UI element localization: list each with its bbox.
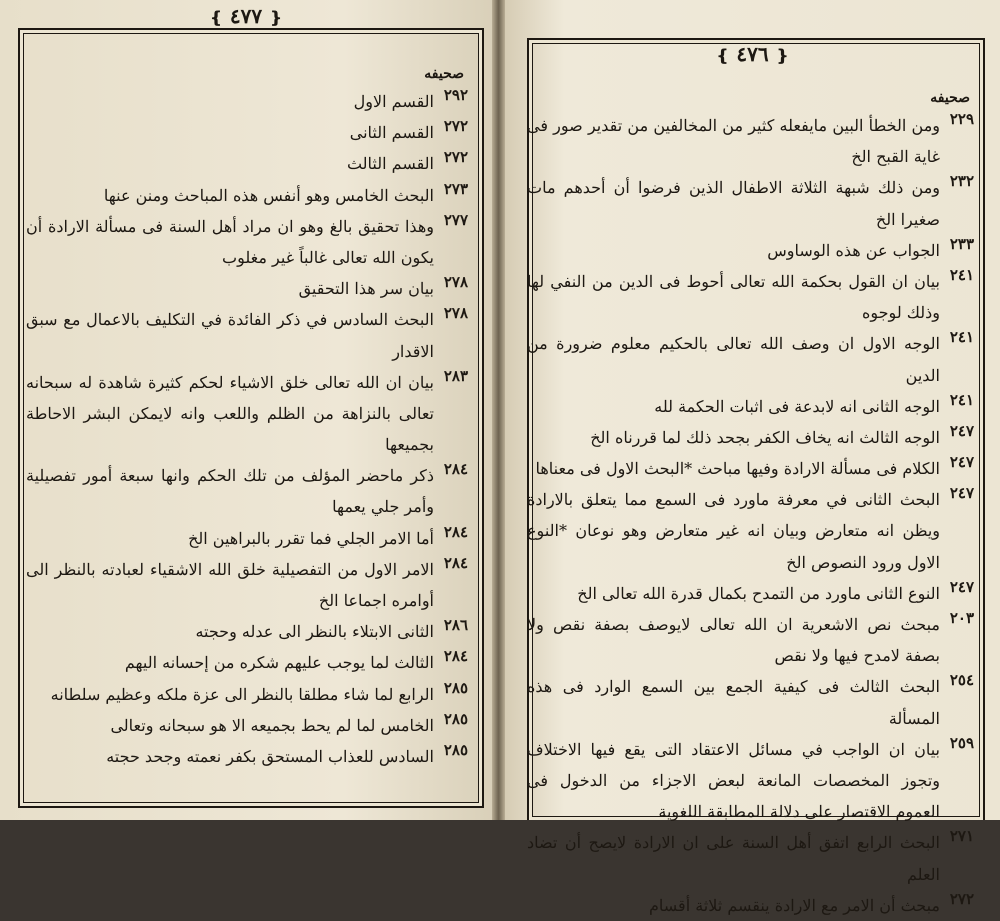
index-entry (26, 460, 468, 522)
page-reference: ٢٩٢ (443, 86, 468, 104)
page-reference: ٢٧٨ (443, 273, 468, 292)
entry-text: البحث السادس في ذكر الفائدة في التكليف بالاعمال مع سبق الاقدار (26, 310, 434, 361)
page-reference: ٢٣٢ (949, 172, 974, 191)
index-entry (527, 453, 974, 484)
index-entry (26, 148, 468, 179)
index-entry (527, 609, 974, 671)
entry-text: بيان سر هذا التحقيق (298, 279, 434, 299)
entry-text: الكلام فى مسألة الارادة وفيها مباحث *البحث الاول فى معناها (535, 459, 940, 479)
page-reference: ٢٠٣ (949, 609, 974, 627)
entry-text: السادس للعذاب المستحق بكفر نعمته وجحد حجته (106, 746, 434, 766)
page-reference: ٢٤١ (949, 390, 974, 409)
page-reference: ٢٨٥ (443, 709, 468, 728)
index-entry (26, 710, 468, 741)
index-entry (527, 890, 974, 921)
page-reference: ٢٥٩ (949, 733, 974, 752)
entry-text: الامر الاول من التفصيلية خلق الله الاشقياء لعبادته بالنظر الى أوامره اجماعا الخ (26, 559, 434, 610)
page-reference: ٢٤٧ (949, 484, 974, 503)
entry-text: النوع الثانى ماورد من التمدح بكمال قدرة الله تعالى الخ (577, 583, 940, 603)
page-reference: ٢٤١ (949, 265, 974, 284)
entry-text: البحث الثالث فى كيفية الجمع بين السمع الوارد فى هذه المسألة (527, 677, 940, 728)
index-entry (527, 578, 974, 609)
entry-text: مبحث أن الامر مع الارادة ينقسم ثلاثة أقسام (648, 895, 940, 915)
index-entry (527, 110, 974, 172)
entry-text: بيان ان الواجب في مسائل الاعتقاد التى يقع فيها الاختلاف وتجوز المخصصات المانعة لبعض الاجزاء من الدخول فى العموم الاقتصار على دلالة المطابقة اللغوية (527, 739, 941, 822)
column-header: صحيفه (930, 90, 970, 106)
page-reference: ٢٧٧ (443, 210, 468, 229)
ornament-icon: ❴ (775, 46, 789, 65)
page-reference: ٢٢٩ (949, 110, 974, 128)
index-entry (527, 827, 974, 889)
index-entry (26, 616, 468, 647)
column-header: صحيفه (424, 66, 464, 82)
entry-text: الثالث لما يوجب عليهم شكره من إحسانه اليهم (124, 653, 434, 673)
entry-text: ذكر ماحضر المؤلف من تلك الحكم وانها سبعة أمور تفصيلية وأمر جلي يعمها (26, 466, 434, 517)
entry-text: البحث الخامس وهو أنفس هذه المباحث ومنن عنها (103, 185, 434, 205)
index-entry (26, 647, 468, 678)
page-reference: ٢٤٧ (949, 453, 974, 472)
page-reference: ٢٨٤ (443, 647, 468, 666)
page-reference: ٢٤١ (949, 328, 974, 347)
entry-text: القسم الثالث (346, 154, 434, 174)
page-reference: ٢٨٣ (443, 366, 468, 385)
index-entry (26, 523, 468, 554)
index-entry (527, 235, 974, 266)
page-reference: ٢٨٦ (443, 616, 468, 635)
page-reference: ٢٨٤ (443, 460, 468, 479)
entry-text: الوجه الثالث انه يخاف الكفر بجحد ذلك لما قررناه الخ (590, 427, 940, 447)
page-reference: ٢٧٢ (949, 889, 974, 908)
page-number: ❴ ٤٧٧ ❵ (209, 4, 283, 28)
entry-text: البحث الرابع اتفق أهل السنة على ان الارادة لايصح أن تضاد العلم (527, 833, 940, 884)
entry-text: ومن ذلك شبهة الثلاثة الاطفال الذين فرضوا أن أحدهم مات صغيرا الخ (527, 178, 940, 229)
left-page (0, 0, 492, 820)
index-entry (26, 367, 468, 461)
entry-text: البحث الثانى في معرفة ماورد فى السمع مما يتعلق بالارادة ويظن انه متعارض وبيان انه غير متعارض وهو نوعان *النوع الاول ورود النصوص الخ (527, 490, 940, 572)
index-entry (26, 554, 468, 616)
page-reference: ٢٨٤ (443, 522, 468, 541)
entry-text: بيان ان الله تعالى خلق الاشياء لحكم كثيرة شاهدة له سبحانه تعالى بالنزاهة من الظلم واللعب وانه لايمكن البشر الاحاطة بجميعها (26, 372, 434, 455)
entry-text: وهذا تحقيق بالغ وهو ان مراد أهل السنة فى مسألة الارادة أن يكون الله تعالى غالباً غير مغلوب (26, 216, 434, 267)
page-reference: ٢٧٨ (443, 304, 468, 323)
entry-text: الوجه الثانى انه لابدعة فى اثبات الحكمة لله (654, 396, 940, 416)
entry-text: ومن الخطأ البين مايفعله كثير من المخالفين من تقدير صور فى غاية القبح الخ (527, 116, 940, 167)
entry-text: أما الامر الجلي فما تقرر بالبراهين الخ (188, 528, 434, 548)
right-page (505, 0, 1000, 915)
entry-text: القسم الاول (353, 92, 434, 111)
index-entry (527, 391, 974, 422)
entry-text: بيان ان القول بحكمة الله تعالى أحوط فى الدين من النفي لها وذلك لوجوه (527, 271, 941, 323)
index-entry (26, 86, 468, 117)
entry-text: مبحث نص الاشعرية ان الله تعالى لايوصف بصفة نقص ولا بصفة لامدح فيها ولا نقص (527, 615, 940, 666)
index-entry (26, 180, 468, 211)
index-entry (26, 679, 468, 710)
index-entry (527, 734, 974, 828)
page-reference: ٢٤٧ (949, 577, 974, 596)
index-list (26, 86, 468, 772)
ornament-icon: ❵ (209, 8, 223, 27)
index-entry (26, 117, 468, 148)
page-reference: ٢٨٥ (443, 740, 468, 759)
book-gutter (492, 0, 505, 820)
ornament-icon: ❵ (716, 46, 730, 65)
index-list (527, 110, 974, 921)
page-reference: ٢٧٢ (443, 117, 468, 136)
page-reference: ٢٨٤ (443, 553, 468, 572)
page-reference: ٢٧١ (949, 827, 974, 846)
page-reference: ٢٧٣ (443, 179, 468, 198)
index-entry (527, 172, 974, 234)
index-entry (527, 422, 974, 453)
entry-text: الرابع لما شاء مطلقا بالنظر الى عزة ملكه وعظيم سلطانه (50, 684, 434, 704)
entry-text: الخامس لما لم يحط بجميعه الا هو سبحانه وتعالى (110, 715, 434, 735)
index-entry (26, 741, 468, 772)
index-entry (26, 304, 468, 366)
index-entry (26, 273, 468, 304)
index-entry (527, 266, 974, 328)
entry-text: الجواب عن هذه الوساوس (767, 240, 940, 260)
entry-text: القسم الثانى (349, 123, 434, 143)
page-reference: ٢٤٧ (949, 421, 974, 440)
page-reference: ٢٣٣ (949, 234, 974, 253)
index-entry (527, 328, 974, 390)
page-number: ❴ ٤٧٦ ❵ (716, 42, 789, 66)
index-entry (527, 671, 974, 733)
ornament-icon: ❴ (269, 8, 283, 27)
page-reference: ٢٥٤ (949, 671, 974, 690)
index-entry (26, 211, 468, 273)
entry-text: الثانى الابتلاء بالنظر الى عدله وحجته (195, 622, 434, 642)
index-entry (527, 484, 974, 578)
entry-text: الوجه الاول ان وصف الله تعالى بالحكيم معلوم ضرورة من الدين (527, 334, 941, 385)
page-reference: ٢٧٢ (443, 148, 468, 167)
page-reference: ٢٨٥ (443, 678, 468, 697)
